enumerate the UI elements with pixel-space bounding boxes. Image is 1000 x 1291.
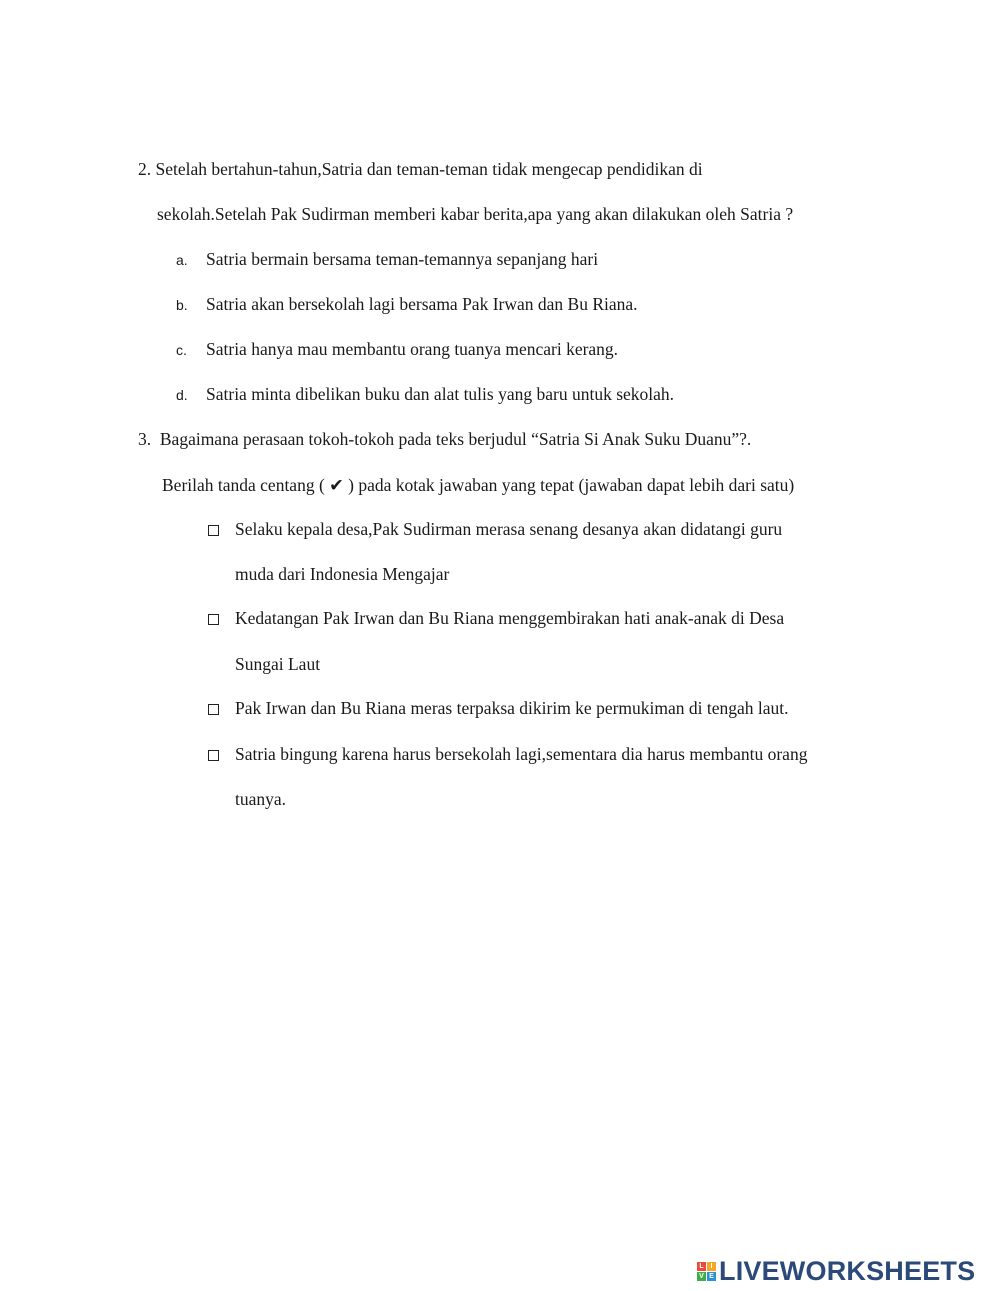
checkbox-option-1-text-line-2: muda dari Indonesia Mengajar <box>235 564 450 584</box>
option-d-letter: d. <box>176 387 188 403</box>
logo-grid-icon <box>697 1262 716 1281</box>
option-a-letter: a. <box>176 252 188 268</box>
option-b-letter: b. <box>176 297 188 313</box>
checkbox-option-1[interactable] <box>208 525 219 536</box>
option-b-text[interactable]: Satria akan bersekolah lagi bersama Pak Irwan dan Bu Riana. <box>206 294 638 314</box>
liveworksheets-logo <box>697 1257 975 1285</box>
option-a-text[interactable]: Satria bermain bersama teman-temannya sepanjang hari <box>206 249 599 269</box>
option-c-letter: c. <box>176 342 187 358</box>
checkbox-option-4-text-line-1: Satria bingung karena harus bersekolah lagi,sementara dia harus membantu orang <box>235 744 808 764</box>
question-2-text-line-2: sekolah.Setelah Pak Sudirman memberi kabar berita,apa yang akan dilakukan oleh Satria ? <box>157 204 794 224</box>
logo-text: LIVEWORKSHEETS <box>719 1255 976 1286</box>
option-d-text[interactable]: Satria minta dibelikan buku dan alat tulis yang baru untuk sekolah. <box>206 384 675 404</box>
question-3-text-line-2: Berilah tanda centang ( ✔︎ ) pada kotak jawaban yang tepat (jawaban dapat lebih dari satu) <box>162 475 795 495</box>
question-2-number: 2. <box>138 159 152 179</box>
checkbox-option-4[interactable] <box>208 750 219 761</box>
option-c-text[interactable]: Satria hanya mau membantu orang tuanya mencari kerang. <box>206 339 619 359</box>
checkbox-option-3-text-line-1: Pak Irwan dan Bu Riana meras terpaksa dikirim ke permukiman di tengah laut. <box>235 698 789 718</box>
question-2-text-line-1: Setelah bertahun-tahun,Satria dan teman-teman tidak mengecap pendidikan di <box>155 159 703 179</box>
checkbox-option-3[interactable] <box>208 704 219 715</box>
question-3-line-1 <box>138 431 751 449</box>
logo-letter-e: E <box>707 1272 716 1281</box>
question-2-line-1 <box>138 161 703 179</box>
logo-letter-i: I <box>707 1262 716 1271</box>
logo-letter-l: L <box>697 1262 706 1271</box>
checkbox-option-2[interactable] <box>208 614 219 625</box>
question-3-number: 3. <box>138 429 152 449</box>
checkbox-option-2-text-line-2: Sungai Laut <box>235 654 321 674</box>
checkbox-option-4-text-line-2: tuanya. <box>235 789 287 809</box>
checkbox-option-2-text-line-1: Kedatangan Pak Irwan dan Bu Riana menggembirakan hati anak-anak di Desa <box>235 608 785 628</box>
checkbox-option-1-text-line-1: Selaku kepala desa,Pak Sudirman merasa senang desanya akan didatangi guru <box>235 519 783 539</box>
question-3-text-line-1: Bagaimana perasaan tokoh-tokoh pada teks berjudul “Satria Si Anak Suku Duanu”?. <box>159 429 752 449</box>
logo-letter-v: V <box>697 1272 706 1281</box>
